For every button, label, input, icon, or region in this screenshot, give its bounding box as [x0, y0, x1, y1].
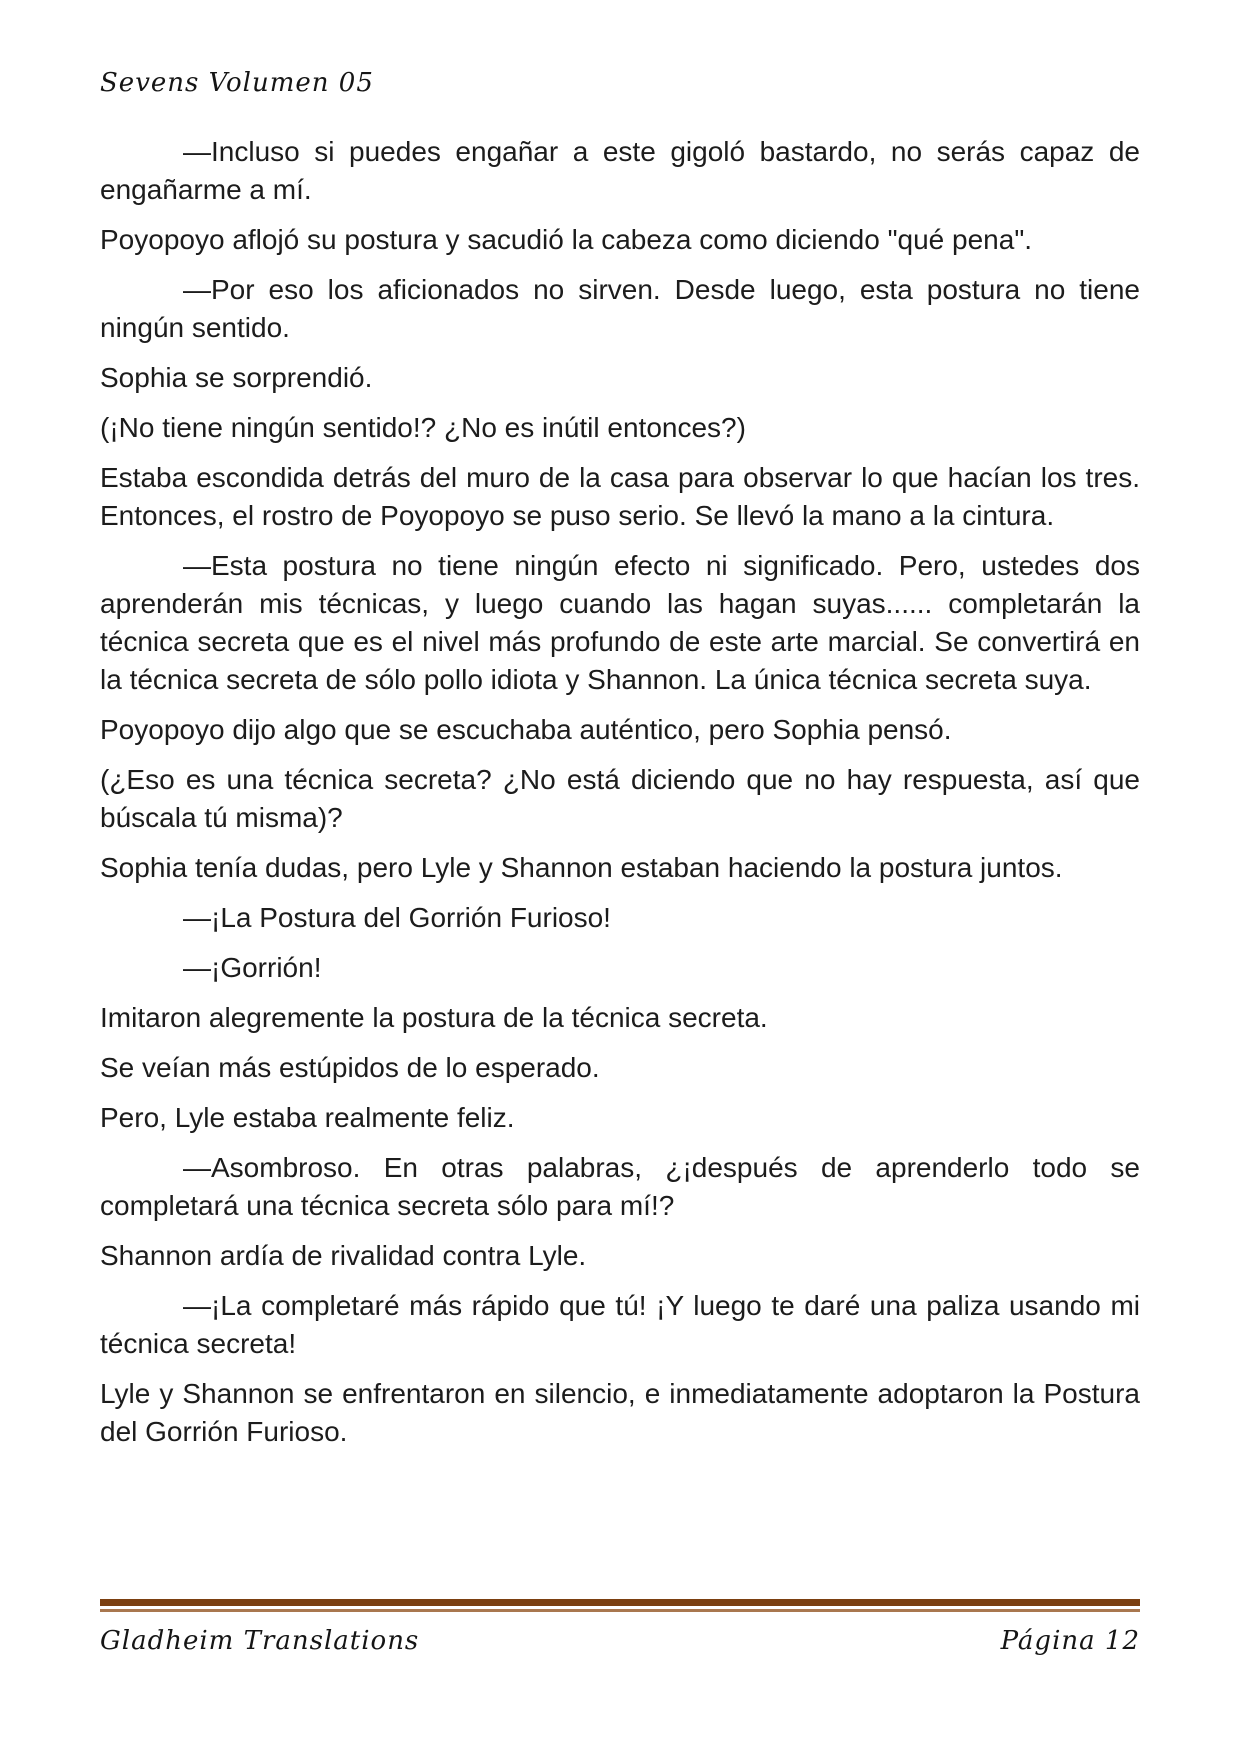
- footer-divider-thick-line: [100, 1599, 1140, 1606]
- narration-paragraph: Estaba escondida detrás del muro de la casa para observar lo que hacían los tres. Entonces, el rostro de Poyopoyo se puso serio. Se llevó la mano a la cintura.: [100, 462, 1140, 531]
- narration-paragraph: Se veían más estúpidos de lo esperado.: [100, 1052, 600, 1083]
- dialogue-paragraph: —Esta postura no tiene ningún efecto ni significado. Pero, ustedes dos aprenderán mis técnicas, y luego cuando las hagan suyas...... completarán la técnica secreta que es el nivel más profundo de este arte marcial. Se convertirá en la técnica secreta de sólo pollo idiota y Shannon. La única técnica secreta suya.: [100, 550, 1140, 695]
- narration-paragraph: Sophia se sorprendió.: [100, 362, 373, 393]
- narration-paragraph: (¿Eso es una técnica secreta? ¿No está diciendo que no hay respuesta, así que búscala tú misma)?: [100, 764, 1140, 833]
- narration-paragraph: Poyopoyo dijo algo que se escuchaba auténtico, pero Sophia pensó.: [100, 714, 952, 745]
- narration-paragraph: Shannon ardía de rivalidad contra Lyle.: [100, 1240, 587, 1271]
- dialogue-paragraph: —¡La completaré más rápido que tú! ¡Y luego te daré una paliza usando mi técnica secreta!: [100, 1290, 1140, 1359]
- dialogue-paragraph: —¡Gorrión!: [183, 952, 322, 983]
- narration-paragraph: Imitaron alegremente la postura de la técnica secreta.: [100, 1002, 768, 1033]
- dialogue-paragraph: —¡La Postura del Gorrión Furioso!: [183, 902, 611, 933]
- dialogue-paragraph: —Asombroso. En otras palabras, ¿¡después de aprenderlo todo se completará una técnica secreta sólo para mí!?: [100, 1152, 1140, 1221]
- page-header-title: Sevens Volumen 05: [100, 68, 374, 98]
- dialogue-paragraph: —Incluso si puedes engañar a este gigoló bastardo, no serás capaz de engañarme a mí.: [100, 136, 1140, 205]
- footer-divider: [100, 1599, 1140, 1612]
- footer-divider-thin-line: [100, 1609, 1140, 1612]
- narration-paragraph: (¡No tiene ningún sentido!? ¿No es inútil entonces?): [100, 412, 746, 443]
- footer-page-number: Página 12: [1000, 1626, 1140, 1656]
- narration-paragraph: Poyopoyo aflojó su postura y sacudió la cabeza como diciendo "qué pena".: [100, 224, 1033, 255]
- narration-paragraph: Lyle y Shannon se enfrentaron en silencio, e inmediatamente adoptaron la Postura del Gorrión Furioso.: [100, 1378, 1140, 1447]
- body-text: [100, 133, 1140, 1463]
- narration-paragraph: Sophia tenía dudas, pero Lyle y Shannon estaban haciendo la postura juntos.: [100, 852, 1063, 883]
- page-footer: [100, 1626, 1140, 1656]
- dialogue-paragraph: —Por eso los aficionados no sirven. Desde luego, esta postura no tiene ningún sentido.: [100, 274, 1140, 343]
- footer-translator-credit: Gladheim Translations: [100, 1626, 420, 1656]
- narration-paragraph: Pero, Lyle estaba realmente feliz.: [100, 1102, 515, 1133]
